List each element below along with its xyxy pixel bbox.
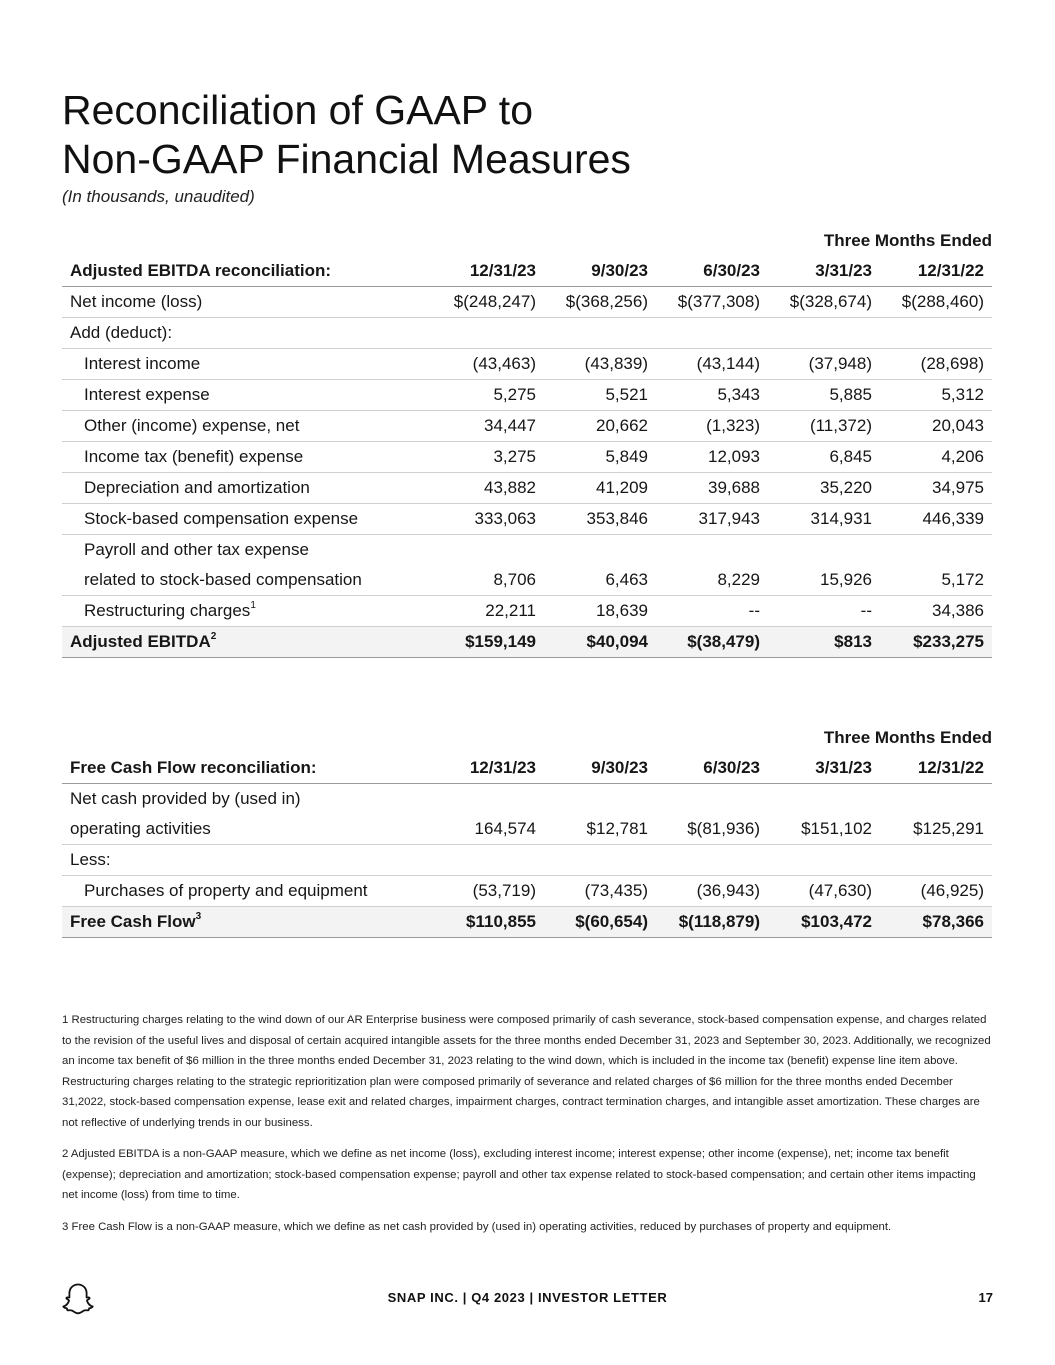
row-label <box>62 596 432 627</box>
row-label: Payroll and other tax expense <box>84 540 309 559</box>
cell-value: (36,943) <box>656 876 768 907</box>
page-number: 17 <box>978 1290 993 1305</box>
table-row <box>62 845 992 876</box>
cell-value: 6,463 <box>544 565 656 596</box>
cell-value: 5,521 <box>544 380 656 411</box>
cell-value: (37,948) <box>768 349 880 380</box>
title-line-2: Non-GAAP Financial Measures <box>62 136 631 182</box>
cell-value: 317,943 <box>656 504 768 535</box>
cell-value: 39,688 <box>656 473 768 504</box>
row-label: Add (deduct): <box>62 318 992 349</box>
table-row <box>62 535 992 566</box>
cell-value: $233,275 <box>880 627 992 658</box>
cell-value: -- <box>768 596 880 627</box>
header-label: Adjusted EBITDA reconciliation: <box>62 256 432 287</box>
cell-value: 43,882 <box>432 473 544 504</box>
table-row <box>62 473 992 504</box>
table-row <box>62 287 992 318</box>
cell-value: $(38,479) <box>656 627 768 658</box>
table-header-row <box>62 256 992 287</box>
cell-value: 6,845 <box>768 442 880 473</box>
row-label-text: Adjusted EBITDA <box>70 632 211 651</box>
cell-value: $125,291 <box>880 814 992 845</box>
column-header: 6/30/23 <box>656 753 768 784</box>
cell-value: (46,925) <box>880 876 992 907</box>
cell-value: 5,172 <box>880 565 992 596</box>
footnotes <box>62 1010 992 1248</box>
footnote-ref: 1 <box>250 600 256 611</box>
cell-value: 4,206 <box>880 442 992 473</box>
cell-value: 164,574 <box>432 814 544 845</box>
row-label-text: Restructuring charges <box>84 601 251 620</box>
row-label: Net cash provided by (used in) <box>70 789 301 808</box>
table-row <box>62 442 992 473</box>
period-header: Three Months Ended <box>823 231 992 250</box>
cell-value: 34,975 <box>880 473 992 504</box>
cell-value: 15,926 <box>768 565 880 596</box>
cell-value: 3,275 <box>432 442 544 473</box>
cell-value: $151,102 <box>768 814 880 845</box>
free-cash-flow-table <box>62 723 992 938</box>
row-label-text: Free Cash Flow <box>70 912 196 931</box>
cell-value: $(60,654) <box>544 907 656 938</box>
row-label: Other (income) expense, net <box>62 411 432 442</box>
table-row <box>62 380 992 411</box>
total-row <box>62 907 992 938</box>
cell-value: $(81,936) <box>656 814 768 845</box>
cell-value: 446,339 <box>880 504 992 535</box>
cell-value: 333,063 <box>432 504 544 535</box>
title-line-1: Reconciliation of GAAP to <box>62 87 533 133</box>
cell-value: (11,372) <box>768 411 880 442</box>
table-row <box>62 504 992 535</box>
cell-value: $813 <box>768 627 880 658</box>
cell-value: (28,698) <box>880 349 992 380</box>
row-label <box>62 627 432 658</box>
column-header: 3/31/23 <box>768 256 880 287</box>
cell-value: 20,043 <box>880 411 992 442</box>
table-row <box>62 318 992 349</box>
cell-value: $(368,256) <box>544 287 656 318</box>
row-label <box>62 907 432 938</box>
cell-value: 8,229 <box>656 565 768 596</box>
table-row <box>62 814 992 845</box>
cell-value: (43,839) <box>544 349 656 380</box>
row-label: Stock-based compensation expense <box>62 504 432 535</box>
row-label: Interest expense <box>62 380 432 411</box>
row-label: Purchases of property and equipment <box>62 876 432 907</box>
footnote-ref: 3 <box>195 911 202 922</box>
cell-value: (53,719) <box>432 876 544 907</box>
column-header: 3/31/23 <box>768 753 880 784</box>
cell-value: (47,630) <box>768 876 880 907</box>
row-label: Less: <box>62 845 992 876</box>
table-row <box>62 565 992 596</box>
column-header: 12/31/22 <box>880 256 992 287</box>
column-header: 12/31/23 <box>432 753 544 784</box>
cell-value: $103,472 <box>768 907 880 938</box>
cell-value: (43,144) <box>656 349 768 380</box>
column-header: 12/31/22 <box>880 753 992 784</box>
footnote: 3 Free Cash Flow is a non-GAAP measure, which we define as net cash provided by (used in) operating activities, reduced by purchases of property and equipment. <box>62 1220 892 1233</box>
cell-value: $78,366 <box>880 907 992 938</box>
cell-value: 20,662 <box>544 411 656 442</box>
table-row <box>62 411 992 442</box>
row-label: Net income (loss) <box>62 287 432 318</box>
total-row <box>62 627 992 658</box>
footnote: 1 Restructuring charges relating to the wind down of our AR Enterprise business were composed primarily of cash severance, stock-based compensation expense, and charges related to the revision of the useful lives and disposal of certain acquired intangible assets for the three months ended December 31, 2023 and September 30, 2023. Additionally, we recognized an income tax benefit of $6 million in the three months ended December 31, 2023 relating to the wind down, which is included in the income tax (benefit) expense line item above. Restructuring charges relating to the strategic reprioritization plan were composed primarily of severance and related charges of $6 million for the three months ended December 31,2022, stock-based compensation expense, lease exit and related charges, impairment charges, contract termination charges, and intangible asset amortization. These charges are not reflective of underlying trends in our business. <box>62 1014 991 1129</box>
cell-value: 41,209 <box>544 473 656 504</box>
cell-value: 5,885 <box>768 380 880 411</box>
cell-value: 5,849 <box>544 442 656 473</box>
cell-value: 12,093 <box>656 442 768 473</box>
cell-value: 353,846 <box>544 504 656 535</box>
column-header: 9/30/23 <box>544 256 656 287</box>
page-footer <box>0 1288 1055 1312</box>
table-row <box>62 349 992 380</box>
footnote: 2 Adjusted EBITDA is a non-GAAP measure, which we define as net income (loss), excluding interest income; interest expense; other income (expense), net; income tax benefit (expense); depreciation and amortization; stock-based compensation expense; payroll and other tax expense related to stock-based compensation; and certain other items impacting net income (loss) from time to time. <box>62 1148 976 1201</box>
cell-value: $12,781 <box>544 814 656 845</box>
cell-value: 5,275 <box>432 380 544 411</box>
cell-value: 35,220 <box>768 473 880 504</box>
footnote-ref: 2 <box>210 631 217 642</box>
cell-value: 5,312 <box>880 380 992 411</box>
period-header: Three Months Ended <box>823 728 992 747</box>
table-row <box>62 596 992 627</box>
column-header: 9/30/23 <box>544 753 656 784</box>
cell-value: $(248,247) <box>432 287 544 318</box>
row-label: operating activities <box>62 814 432 845</box>
cell-value: 34,386 <box>880 596 992 627</box>
table-header-row <box>62 753 992 784</box>
row-label: Income tax (benefit) expense <box>62 442 432 473</box>
page-title <box>62 86 631 184</box>
cell-value: (73,435) <box>544 876 656 907</box>
cell-value: 22,211 <box>432 596 544 627</box>
adjusted-ebitda-table <box>62 226 992 658</box>
row-label: Depreciation and amortization <box>62 473 432 504</box>
cell-value: $(118,879) <box>656 907 768 938</box>
cell-value: $(328,674) <box>768 287 880 318</box>
cell-value: $(377,308) <box>656 287 768 318</box>
cell-value: -- <box>656 596 768 627</box>
row-label: related to stock-based compensation <box>62 565 432 596</box>
subtitle: (In thousands, unaudited) <box>62 187 255 206</box>
cell-value: 8,706 <box>432 565 544 596</box>
cell-value: $(288,460) <box>880 287 992 318</box>
table-row <box>62 876 992 907</box>
table-row <box>62 784 992 815</box>
cell-value: 18,639 <box>544 596 656 627</box>
cell-value: 34,447 <box>432 411 544 442</box>
cell-value: $40,094 <box>544 627 656 658</box>
header-label: Free Cash Flow reconciliation: <box>62 753 432 784</box>
cell-value: 5,343 <box>656 380 768 411</box>
cell-value: $159,149 <box>432 627 544 658</box>
cell-value: (43,463) <box>432 349 544 380</box>
column-header: 12/31/23 <box>432 256 544 287</box>
row-label: Interest income <box>62 349 432 380</box>
footer-text: SNAP INC. | Q4 2023 | INVESTOR LETTER <box>387 1290 668 1305</box>
cell-value: (1,323) <box>656 411 768 442</box>
cell-value: 314,931 <box>768 504 880 535</box>
column-header: 6/30/23 <box>656 256 768 287</box>
cell-value: $110,855 <box>432 907 544 938</box>
